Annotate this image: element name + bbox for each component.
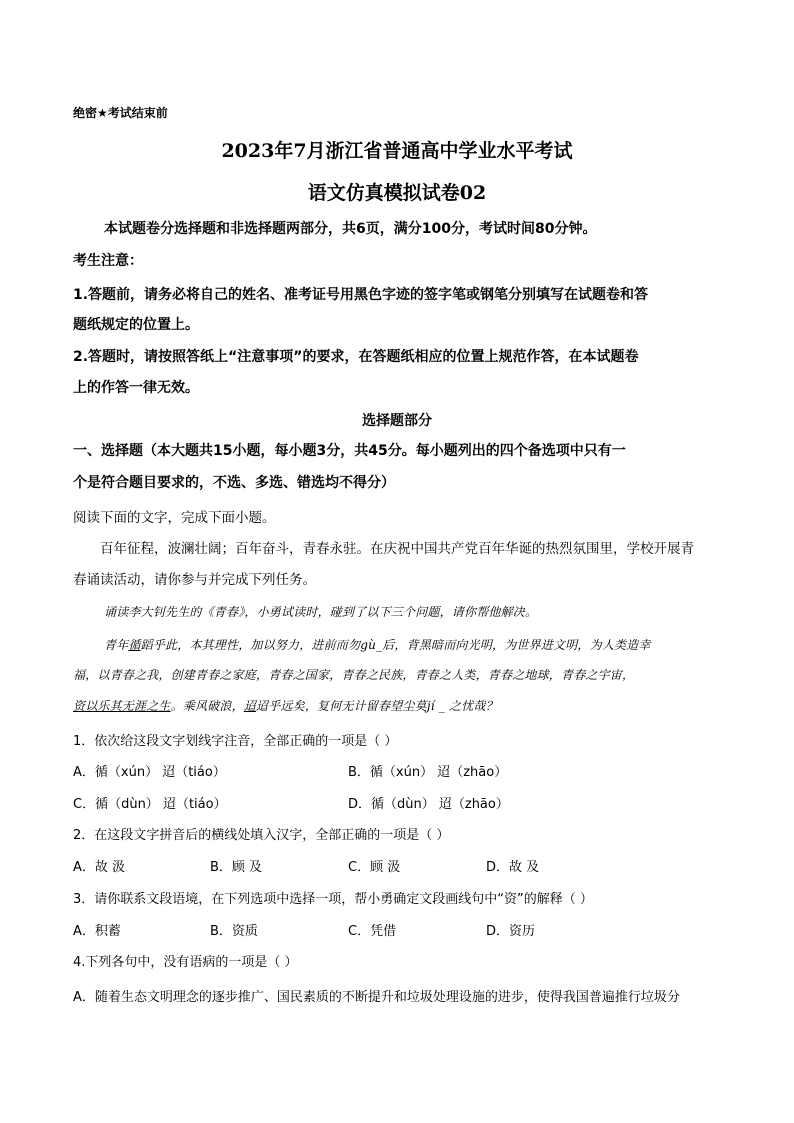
- notice-heading: 考生注意：: [73, 253, 143, 269]
- option-b: B．顾 及: [210, 860, 263, 875]
- part-1-heading-line-2: 个是符合题目要求的，不选、多选、错选均不得分）: [73, 475, 395, 491]
- option-b: B．资质: [210, 924, 258, 939]
- quote-text: 。乘风破浪，: [170, 699, 244, 713]
- quote-line-2: [104, 636, 651, 653]
- notice-item-1-line-1: 1.答题前，请务必将自己的姓名、准考证号用黑色字迹的签字笔或钢笔分别填写在试题卷和答: [73, 287, 649, 303]
- option-a: A．故 汲: [73, 860, 126, 875]
- quote-text: 蹈乎此，本其理性，加以努力，进前而勿gù_后，背黑暗而向光明，为世界进文明，为人类造幸: [140, 638, 651, 652]
- question-3-stem: 3．请你联系文段语境，在下列选项中选择一项，帮小勇确定文段画线句中“资”的解释（ ）: [73, 892, 593, 907]
- passage-para-1-line-1: 百年征程，波澜壮阔；百年奋斗，青春永驻。在庆祝中国共产党百年华诞的热烈氛围里，学校开展青: [100, 541, 694, 557]
- page-title: 2023年7月浙江省普通高中学业水平考试: [221, 140, 573, 162]
- section-title: 选择题部分: [362, 413, 432, 429]
- passage-instruction: 阅读下面的文字，完成下面小题。: [73, 510, 276, 526]
- underlined-sentence: 资以乐其无涯之生: [73, 699, 171, 713]
- underlined-char-tiao: 迢: [243, 699, 257, 713]
- part-1-heading-line-1: 一、选择题（本大题共15小题，每小题3分，共45分。每小题列出的四个备选项中只有一: [73, 443, 626, 459]
- quote-text: 青年: [104, 638, 129, 652]
- option-d: D．循（dùn） 迢（zhāo）: [348, 797, 509, 812]
- underlined-char-xun: 循: [128, 638, 141, 652]
- option-c: C．顾 汲: [348, 860, 401, 875]
- notice-item-2-line-1: 2.答题时，请按照答纸上“注意事项”的要求，在答题纸相应的位置上规范作答，在本试题卷: [73, 349, 639, 365]
- quote-text: 迢乎远矣，复何无计留春望尘莫jí _ 之忧哉？: [256, 699, 498, 713]
- notice-item-2-line-2: 上的作答一律无效。: [73, 380, 199, 396]
- option-c: C．凭借: [348, 924, 397, 939]
- quote-line-3: 福，以青春之我，创建青春之家庭，青春之国家，青春之民族，青春之人类，青春之地球，青春之宇宙，: [73, 668, 635, 682]
- passage-para-1-line-2: 春诵读活动，请你参与并完成下列任务。: [73, 572, 316, 588]
- question-2-stem: 2．在这段文字拼音后的横线处填入汉字，全部正确的一项是（ ）: [73, 828, 450, 843]
- secret-label: 绝密★考试结束前: [73, 106, 168, 120]
- option-d: D．故 及: [486, 860, 540, 875]
- quote-line-1: 诵读李大钊先生的《青春》，小勇试读时，碰到了以下三个问题，请你帮他解决。: [104, 605, 538, 619]
- notice-item-1-line-2: 题纸规定的位置上。: [73, 317, 199, 333]
- option-c: C．循（dùn） 迢（tiáo）: [73, 797, 227, 812]
- exam-intro: 本试题卷分选择题和非选择题两部分，共6页，满分100分，考试时间80分钟。: [104, 221, 597, 237]
- option-a: A．积蓄: [73, 924, 121, 939]
- page-subtitle: 语文仿真模拟试卷02: [307, 182, 487, 204]
- question-4-option-a: A．随着生态文明理念的逐步推广、国民素质的不断提升和垃圾处理设施的进步，使得我国普遍推行垃圾分: [73, 990, 680, 1005]
- quote-line-4: [73, 697, 498, 714]
- option-b: B．循（xún） 迢（zhāo）: [348, 765, 508, 780]
- question-1-stem: 1．依次给这段文字划线字注音，全部正确的一项是（ ）: [73, 734, 398, 749]
- question-4-stem: 4.下列各句中，没有语病的一项是（ ）: [73, 955, 298, 970]
- option-d: D．资历: [486, 924, 536, 939]
- option-a: A．循（xún） 迢（tiáo）: [73, 765, 226, 780]
